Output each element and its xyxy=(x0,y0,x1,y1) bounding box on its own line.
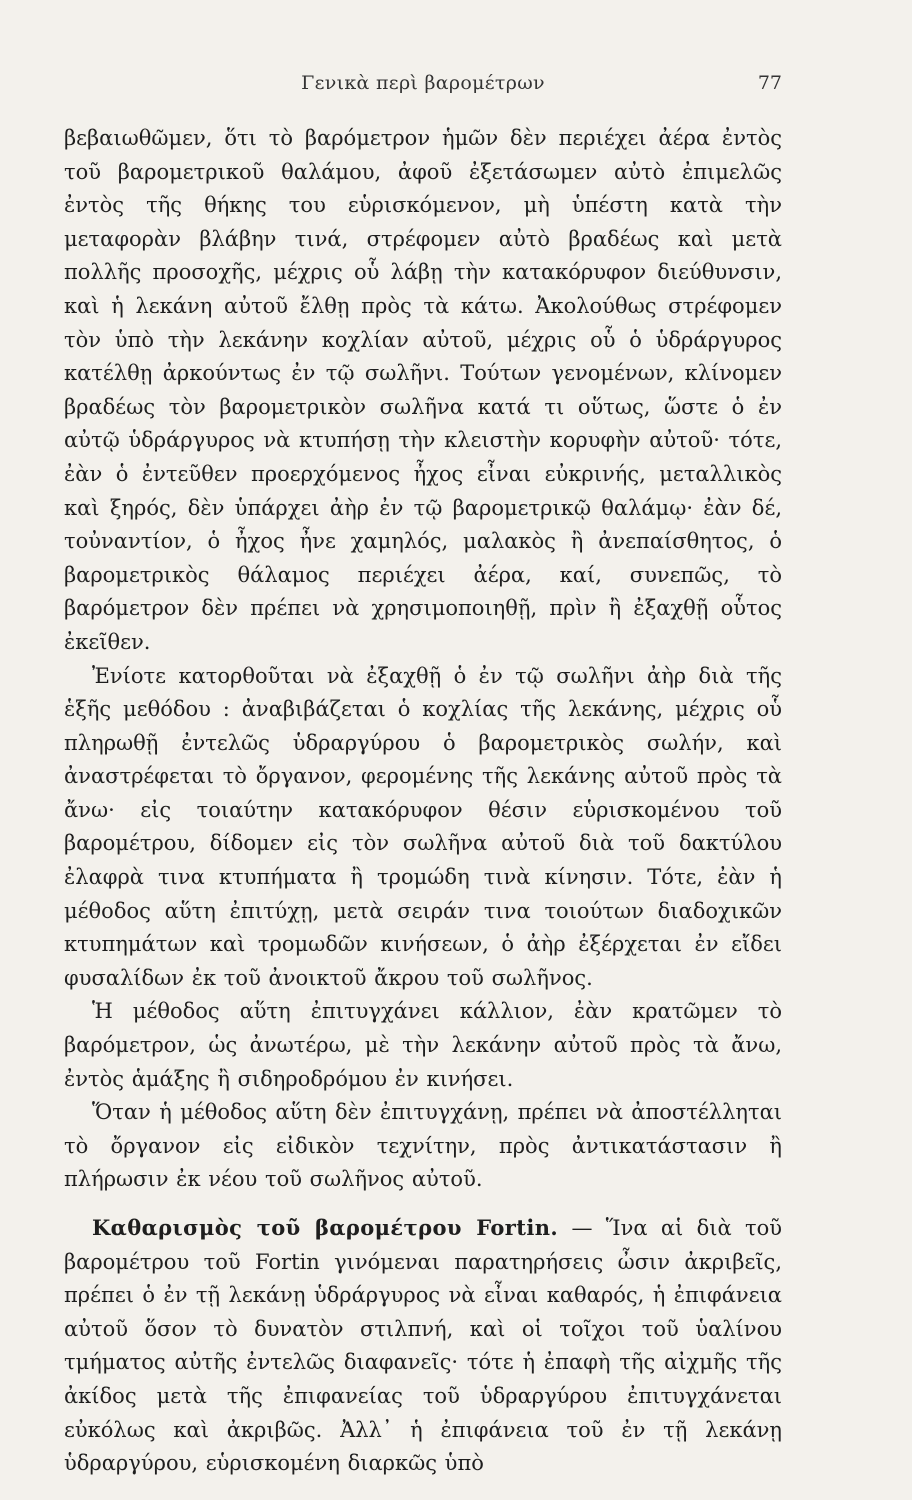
paragraph-2: Ἐνίοτε κατορθοῦται νὰ ἐξαχθῇ ὁ ἐν τῷ σωλῆνι ἀὴρ διὰ τῆς ἑξῆς μεθόδου : ἀναβιβάζεται ὁ κοχλίας τῆς λεκάνης, μέχρις οὗ πληρωθῇ ἐντελῶς ὑδραργύρου ὁ βαρομετρικὸς σωλήν, καὶ ἀναστρέφεται τὸ ὄργανον, φερομένης τῆς λεκάνης αὐτοῦ πρὸς τὰ ἄνω· εἰς τοιαύτην κατακόρυφον θέσιν εὑρισκομένου τοῦ βαρομέτρου, δίδομεν εἰς τὸν σωλῆνα αὐτοῦ διὰ τοῦ δακτύλου ἐλαφρὰ τινα κτυπήματα ἢ τρομώδη τινὰ κίνησιν. Τότε, ἐὰν ἡ μέθοδος αὕτη ἐπιτύχῃ, μετὰ σειράν τινα τοιούτων διαδοχικῶν κτυπημάτων καὶ τρομωδῶν κινήσεων, ὁ ἀὴρ ἐξέρχεται ἐν εἴδει φυσαλίδων ἐκ τοῦ ἀνοικτοῦ ἄκρου τοῦ σωλῆνος. xyxy=(64,663,782,990)
paragraph-1: βεβαιωθῶμεν, ὅτι τὸ βαρόμετρον ἡμῶν δὲν περιέχει ἀέρα ἐντὸς τοῦ βαρομετρικοῦ θαλάμου, ἀφοῦ ἐξετάσωμεν αὐτὸ ἐπιμελῶς ἐντὸς τῆς θήκης του εὑρισκόμενον, μὴ ὑπέστη κατὰ τὴν μεταφορὰν βλάβην τινά, στρέφομεν αὐτὸ βραδέως καὶ μετὰ πολλῆς προσοχῆς, μέχρις οὗ λάβῃ τὴν κατακόρυφον διεύθυνσιν, καὶ ἡ λεκάνη αὐτοῦ ἔλθῃ πρὸς τὰ κάτω. Ἀκολούθως στρέφομεν τὸν ὑπὸ τὴν λεκάνην κοχλίαν αὐτοῦ, μέχρις οὗ ὁ ὑδράργυρος κατέλθῃ ἀρκούντως ἐν τῷ σωλῆνι. Τούτων γενομένων, κλίνομεν βραδέως τὸν βαρομετρικὸν σωλῆνα κατά τι οὕτως, ὥστε ὁ ἐν αὐτῷ ὑδράργυρος νὰ κτυπήσῃ τὴν κλειστὴν κορυφὴν αὐτοῦ· τότε, ἐὰν ὁ ἐντεῦθεν προερχόμενος ἦχος εἶναι εὐκρινής, μεταλλικὸς καὶ ξηρός, δὲν ὑπάρχει ἀὴρ ἐν τῷ βαρομετρικῷ θαλάμῳ· ἐὰν δέ, τοὐναντίον, ὁ ἦχος ἦνε χαμηλός, μαλακὸς ἢ ἀνεπαίσθητος, ὁ βαρομετρικὸς θάλαμος περιέχει ἀέρα, καί, συνεπῶς, τὸ βαρόμετρον δὲν πρέπει νὰ χρησιμοποιηθῇ, πρὶν ἢ ἐξαχθῇ οὗτος ἐκεῖθεν. xyxy=(64,126,782,654)
running-head xyxy=(64,72,782,112)
paragraph-4: Ὅταν ἡ μέθοδος αὕτη δὲν ἐπιτυγχάνῃ, πρέπει νὰ ἀποστέλληται τὸ ὄργανον εἰς εἰδικὸν τεχνίτην, πρὸς ἀντικατάστασιν ἢ πλήρωσιν ἐκ νέου τοῦ σωλῆνος αὐτοῦ. xyxy=(64,1100,782,1192)
page-number: 77 xyxy=(757,72,782,94)
paragraph-3: Ἡ μέθοδος αὕτη ἐπιτυγχάνει κάλλιον, ἐὰν κρατῶμεν τὸ βαρόμετρον, ὡς ἀνωτέρω, μὲ τὴν λεκάνην αὐτοῦ πρὸς τὰ ἄνω, ἐντὸς ἁμάξης ἢ σιδηροδρόμου ἐν κινήσει. xyxy=(64,999,782,1091)
body-text xyxy=(64,122,782,1481)
section-text: — Ἵνα αἱ διὰ τοῦ βαρομέτρου τοῦ Fortin γινόμεναι παρατηρήσεις ὦσιν ἀκριβεῖς, πρέπει ὁ ἐν τῇ λεκάνῃ ὑδράργυρος νὰ εἶναι καθαρός, ἡ ἐπιφάνεια αὐτοῦ ὅσον τὸ δυνατὸν στιλπνή, καὶ οἱ τοῖχοι τοῦ ὑαλίνου τμήματος αὐτῆς ἐντελῶς διαφανεῖς· τότε ἡ ἐπαφὴ τῆς αἰχμῆς τῆς ἀκίδος μετὰ τῆς ἐπιφανείας τοῦ ὑδραργύρου ἐπιτυγχάνεται εὐκόλως καὶ ἀκριβῶς. Ἀλλ᾽ ἡ ἐπιφάνεια τοῦ ἐν τῇ λεκάνῃ ὑδραργύρου, εὑρισκομένη διαρκῶς ὑπὸ xyxy=(64,1216,783,1476)
section-heading: Καθαρισμὸς τοῦ βαρομέτρου Fortin. xyxy=(92,1215,559,1240)
section-paragraph xyxy=(64,1211,782,1481)
running-title: Γενικὰ περὶ βαρομέτρων xyxy=(301,72,545,94)
